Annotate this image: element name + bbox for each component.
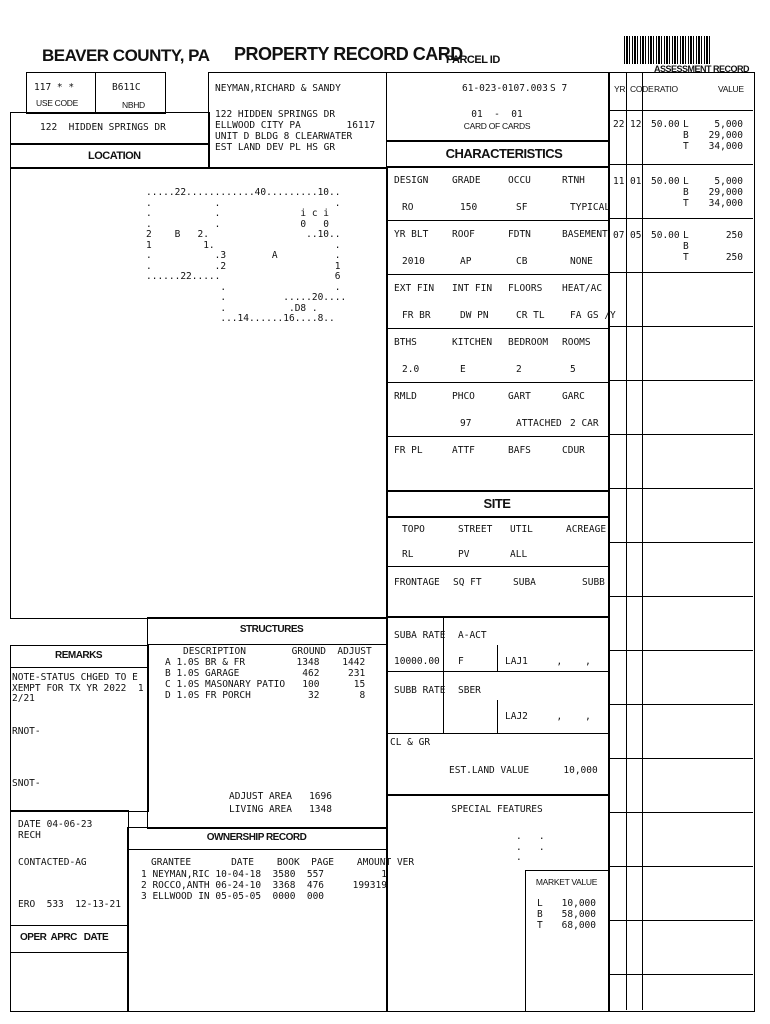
sketch-line: . . xyxy=(146,281,341,293)
oper-aprc-date-label: OPER APRC DATE xyxy=(20,932,109,943)
rule-line xyxy=(608,974,753,975)
parcel-id-value: 61-023-0107.003 xyxy=(462,83,548,94)
rule-line xyxy=(608,920,753,921)
rule-line xyxy=(608,110,753,111)
use-code-value: 117 * * xyxy=(34,82,75,93)
remarks-ero: ERO 533 12-13-21 xyxy=(18,899,121,910)
char-label: RMLD xyxy=(394,391,417,402)
char-value: 2010 xyxy=(402,256,425,267)
char-value: 2.0 xyxy=(402,364,420,375)
char-label: DESIGN xyxy=(394,175,429,186)
barcode-icon xyxy=(624,36,710,64)
parcel-id-label: PARCEL ID xyxy=(446,54,500,66)
laj1: LAJ1 , , xyxy=(505,656,591,667)
rule-line xyxy=(386,274,608,275)
card-of-cards-label: CARD OF CARDS xyxy=(463,121,531,131)
assess-code: 05 xyxy=(630,230,642,241)
rule-line xyxy=(608,272,753,273)
rule-line xyxy=(608,434,753,435)
char-value: NONE xyxy=(570,256,593,267)
rule-line xyxy=(608,812,753,813)
char-value: SF xyxy=(516,202,528,213)
assess-code: 12 xyxy=(630,119,642,130)
adjust-area: ADJUST AREA 1696 xyxy=(229,791,332,802)
assess-ratio: 50.00 xyxy=(651,230,680,241)
char-label: PHCO xyxy=(452,391,475,402)
ownership-row: 1 NEYMAN,RIC 10-04-18 3580 557 1 xyxy=(141,869,387,880)
char-label: CDUR xyxy=(562,445,585,456)
assess-t: T xyxy=(683,198,689,209)
sketch-line: 1 1. . xyxy=(146,239,341,251)
site-label: SUBA xyxy=(513,577,536,588)
assess-total-value: 34,000 xyxy=(708,141,743,152)
site-label: FRONTAGE xyxy=(394,577,440,588)
special-features-label: SPECIAL FEATURES xyxy=(451,804,543,815)
site-label: ACREAGE xyxy=(566,524,607,535)
assess-b: B xyxy=(683,130,689,141)
assess-building-value: 29,000 xyxy=(708,130,743,141)
suba-rate-value: 10000.00 xyxy=(394,656,440,667)
sketch-line: . .2 1 xyxy=(146,260,341,272)
remarks-date: DATE 04-06-23 xyxy=(18,819,93,830)
site-label: TOPO xyxy=(402,524,425,535)
assess-land-value: 250 xyxy=(725,230,743,241)
assess-b: B xyxy=(683,241,689,252)
owner-line-4: EST LAND DEV PL HS GR xyxy=(215,142,336,153)
assess-value-header: VALUE xyxy=(718,84,744,94)
char-value: FA GS /Y xyxy=(570,310,616,321)
rule-line xyxy=(386,566,608,567)
rule-line xyxy=(608,650,753,651)
a-act-value: F xyxy=(458,656,464,667)
char-label: RTNH xyxy=(562,175,585,186)
snot-label: SNOT- xyxy=(12,778,41,789)
est-land-value: EST.LAND VALUE 10,000 xyxy=(449,765,598,776)
char-label: GRADE xyxy=(452,175,481,186)
char-value: 5 xyxy=(570,364,576,375)
rule-line xyxy=(608,596,753,597)
card-number: 01 - 01 xyxy=(471,109,523,120)
rule-line xyxy=(608,218,753,219)
market-value-title: MARKET VALUE xyxy=(535,877,598,887)
char-label: GART xyxy=(508,391,531,402)
assess-total-value: 34,000 xyxy=(708,198,743,209)
property-address: 122 HIDDEN SPRINGS DR xyxy=(40,122,166,133)
sketch-line: . .3 A . xyxy=(146,250,341,261)
market-value-amount: 10,000 xyxy=(561,898,596,909)
living-area: LIVING AREA 1348 xyxy=(229,804,332,815)
assess-code: 01 xyxy=(630,176,642,187)
structure-row: B 1.0S GARAGE 462 231 xyxy=(165,668,366,679)
char-label: ATTF xyxy=(452,445,475,456)
structure-row: D 1.0S FR PORCH 32 8 xyxy=(165,690,366,701)
assess-b: B xyxy=(683,187,689,198)
site-label: STREET xyxy=(458,524,493,535)
remarks-rech: RECH xyxy=(18,830,41,841)
char-label: OCCU xyxy=(508,175,531,186)
sketch-drawing xyxy=(146,188,346,325)
market-value-amount: 68,000 xyxy=(561,920,596,931)
owner-name: NEYMAN,RICHARD & SANDY xyxy=(215,83,341,94)
cl-gr-label: CL & GR xyxy=(390,737,431,748)
assess-ratio: 50.00 xyxy=(651,119,680,130)
site-value: RL xyxy=(402,549,414,560)
char-value: 2 CAR xyxy=(570,418,599,429)
ownership-row: 3 ELLWOOD IN 05-05-05 0000 000 xyxy=(141,891,325,902)
assess-l: L xyxy=(683,230,689,241)
structures-header: DESCRIPTION GROUND ADJUST xyxy=(183,646,372,657)
char-label: EXT FIN xyxy=(394,283,435,294)
ownership-title: OWNERSHIP RECORD xyxy=(206,832,307,843)
char-label: FR PL xyxy=(394,445,423,456)
char-value: AP xyxy=(460,256,472,267)
rule-line xyxy=(608,488,753,489)
sber-label: SBER xyxy=(458,685,481,696)
assess-l: L xyxy=(683,119,689,130)
special-features-dots: . . . . . xyxy=(516,831,545,863)
char-label: HEAT/AC xyxy=(562,283,603,294)
subb-rate-label: SUBB RATE xyxy=(394,685,446,696)
rnot-label: RNOT- xyxy=(12,726,41,737)
assess-t: T xyxy=(683,252,689,263)
site-title: SITE xyxy=(483,496,511,511)
assess-code-header: CODE xyxy=(630,84,654,94)
char-label: YR BLT xyxy=(394,229,429,240)
assess-yr: 07 xyxy=(613,230,625,241)
remarks-title: REMARKS xyxy=(54,650,103,661)
char-label: GARC xyxy=(562,391,585,402)
remarks-contacted: CONTACTED-AG xyxy=(18,857,87,868)
char-label: BASEMENT xyxy=(562,229,608,240)
location-label: LOCATION xyxy=(88,150,141,162)
site-label: SQ FT xyxy=(453,577,482,588)
assess-building-value: 29,000 xyxy=(708,187,743,198)
rule-line xyxy=(608,164,753,165)
site-label: SUBB xyxy=(582,577,605,588)
char-label: INT FIN xyxy=(452,283,493,294)
structure-row: A 1.0S BR & FR 1348 1442 xyxy=(165,657,366,668)
sketch-line: . . i c i xyxy=(146,208,330,219)
sketch-line: ......22..... 6 xyxy=(146,271,341,282)
char-value: DW PN xyxy=(460,310,489,321)
sketch-line: . . . xyxy=(146,197,341,209)
market-value-key: B xyxy=(537,909,543,920)
assess-yr: 11 xyxy=(613,176,625,187)
char-value: 97 xyxy=(460,418,472,429)
sketch-line: 2 B 2. ..10.. xyxy=(146,229,341,240)
rule-line xyxy=(386,328,608,329)
parcel-suffix: S 7 xyxy=(550,83,568,94)
char-label: BTHS xyxy=(394,337,417,348)
char-label: FDTN xyxy=(508,229,531,240)
sketch-line: . . 0 0 xyxy=(146,218,330,230)
char-value: 2 xyxy=(516,364,522,375)
char-value: RO xyxy=(402,202,414,213)
site-value: ALL xyxy=(510,549,528,560)
use-code-label: USE CODE xyxy=(36,98,78,108)
rule-line xyxy=(608,704,753,705)
sketch-line: .....22............40.........10.. xyxy=(146,187,341,198)
structures-title: STRUCTURES xyxy=(239,624,304,635)
char-label: KITCHEN xyxy=(452,337,493,348)
assessment-record-label: ASSESSMENT RECORD xyxy=(654,64,750,74)
card-title: PROPERTY RECORD CARD xyxy=(234,44,463,64)
sketch-line: ...14......16....8.. xyxy=(146,313,335,324)
rule-line xyxy=(386,382,608,383)
rule-line xyxy=(608,758,753,759)
structure-row: C 1.0S MASONARY PATIO 100 15 xyxy=(165,679,366,690)
char-value: CB xyxy=(516,256,528,267)
owner-line-1: 122 HIDDEN SPRINGS DR xyxy=(215,109,336,120)
owner-line-2: ELLWOOD CITY PA 16117 xyxy=(215,120,376,131)
rule-line xyxy=(608,326,753,327)
char-value: TYPICAL xyxy=(570,202,611,213)
remarks-note: NOTE-STATUS CHGED TO E XEMPT FOR TX YR 2022 1 2/21 xyxy=(12,672,144,704)
rule-line xyxy=(608,380,753,381)
assess-land-value: 5,000 xyxy=(714,176,743,187)
site-label: UTIL xyxy=(510,524,533,535)
market-value-key: T xyxy=(537,920,543,931)
assess-t: T xyxy=(683,141,689,152)
char-value: CR TL xyxy=(516,310,545,321)
assess-land-value: 5,000 xyxy=(714,119,743,130)
ownership-row: 2 ROCCO,ANTH 06-24-10 3368 476 199319 xyxy=(141,880,387,891)
rule-line xyxy=(608,866,753,867)
rule-line xyxy=(608,542,753,543)
char-label: BEDROOM xyxy=(508,337,549,348)
char-value: ATTACHED xyxy=(516,418,562,429)
assess-ratio: 50.00 xyxy=(651,176,680,187)
characteristics-title: CHARACTERISTICS xyxy=(445,146,563,161)
market-value-key: L xyxy=(537,898,543,909)
suba-rate-label: SUBA RATE xyxy=(394,630,446,641)
char-value: E xyxy=(460,364,466,375)
char-label: FLOORS xyxy=(508,283,543,294)
char-label: BAFS xyxy=(508,445,531,456)
rule-line xyxy=(386,436,608,437)
char-value: 150 xyxy=(460,202,478,213)
assess-ratio-header: RATIO xyxy=(654,84,678,94)
sketch-line: . .D8 . xyxy=(146,302,318,314)
assess-l: L xyxy=(683,176,689,187)
assess-yr: 22 xyxy=(613,119,625,130)
site-value: PV xyxy=(458,549,470,560)
assess-yr-header: YR xyxy=(614,84,626,94)
laj2: LAJ2 , , xyxy=(505,711,591,722)
owner-line-3: UNIT D BLDG 8 CLEARWATER xyxy=(215,131,353,142)
market-value-amount: 58,000 xyxy=(561,909,596,920)
county-title: BEAVER COUNTY, PA xyxy=(42,46,210,65)
sketch-line: . .....20.... xyxy=(146,292,347,303)
a-act-label: A-ACT xyxy=(458,630,487,641)
rule-line xyxy=(386,220,608,221)
nbhd-value: B611C xyxy=(112,82,141,93)
char-label: ROOF xyxy=(452,229,475,240)
assess-total-value: 250 xyxy=(725,252,743,263)
nbhd-label: NBHD xyxy=(122,100,145,110)
char-label: ROOMS xyxy=(562,337,591,348)
ownership-header: GRANTEE DATE BOOK PAGE AMOUNT VER xyxy=(151,857,415,868)
char-value: FR BR xyxy=(402,310,431,321)
